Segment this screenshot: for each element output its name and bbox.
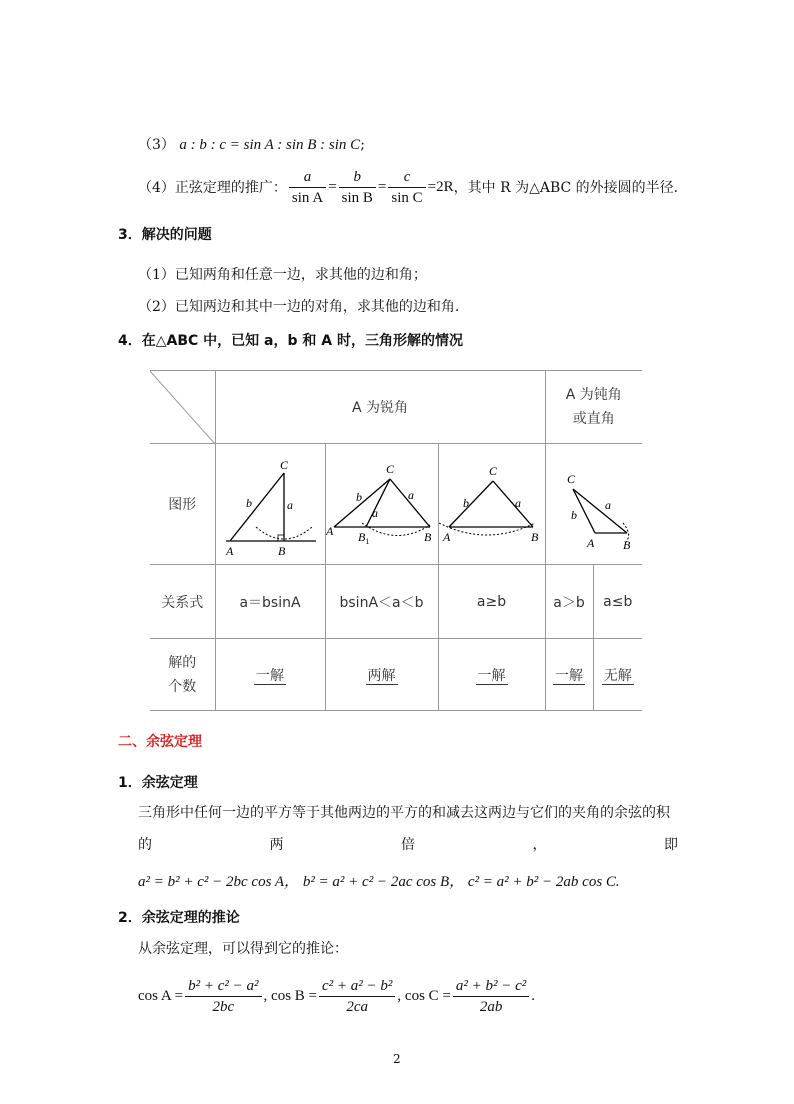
law-c: c² = a² + b² − 2ab cos C.	[467, 874, 620, 890]
fraction-c-sinC	[388, 167, 425, 208]
figure-cell-3	[438, 444, 545, 565]
relation-row-label: 关系式	[150, 565, 215, 639]
triangle-right-figure	[216, 447, 324, 557]
page-number: 2	[393, 1052, 401, 1066]
relation-cell-3: a≥b	[438, 565, 545, 639]
section-3-item-2: （2）已知两边和其中一边的对角，求其他的边和角.	[138, 299, 460, 315]
label-a-inner: a	[371, 506, 378, 520]
punct: ;	[360, 137, 365, 153]
label-a-outer: a	[407, 488, 414, 502]
section-3-heading: 3．解决的问题	[118, 227, 212, 243]
label-C: C	[566, 472, 575, 486]
cosB-fraction	[319, 976, 395, 1017]
relation-cell-2: bsinA＜a＜b	[325, 565, 438, 639]
label-B: B	[423, 530, 431, 544]
word: 的	[138, 837, 152, 853]
relation-cell-1: a＝bsinA	[215, 565, 325, 639]
acute-header: A 为锐角	[215, 371, 545, 444]
cosine-section-heading: 二、余弦定理	[118, 734, 202, 750]
triangle-one-solution-figure	[439, 447, 545, 557]
theorem-item-4: （4）正弦定理的推广： $\frac{a}{\text{sin A}}$ = $\frac{b}{\text{sin B}}$ = $\frac{c}{\text{sin C}}$ =2R ，其中 R 为△ABC 的外接圆的半径.	[138, 168, 679, 206]
cosine-corollary-heading: 2．余弦定理的推论	[118, 910, 240, 926]
fraction-b-sinB	[339, 167, 376, 208]
cosC-lhs: , cos C =	[397, 987, 451, 1004]
cosine-law-formulas	[138, 870, 620, 891]
label-C: C	[488, 464, 497, 478]
numerator: a² + b² − c²	[453, 976, 529, 997]
relation-cell-4: a＞b	[545, 565, 593, 639]
denominator: sin C	[391, 189, 423, 206]
numerator: b	[339, 167, 376, 188]
count-row-label	[150, 639, 215, 711]
label-A: A	[586, 536, 595, 550]
triangle-two-solutions-figure	[326, 447, 438, 557]
count-cell-4	[545, 639, 593, 711]
numerator: a	[289, 167, 326, 188]
count-cell-1	[215, 639, 325, 711]
solution-cases-table	[150, 370, 642, 711]
obtuse-header-line1: A 为钝角	[565, 387, 622, 403]
numerator: c² + a² − b²	[319, 976, 395, 997]
diagonal-header-cell	[150, 371, 215, 444]
cosine-corollary-text: 从余弦定理，可以得到它的推论：	[138, 941, 348, 957]
count-cell-3	[438, 639, 545, 711]
relation-cell-5: a≤b	[593, 565, 642, 639]
label-A: A	[325, 524, 333, 538]
count-label-line1: 解的	[168, 654, 197, 671]
label-b: b	[462, 496, 469, 510]
cosC-fraction	[453, 976, 529, 1017]
cosine-law-heading: 1．余弦定理	[118, 775, 198, 791]
cosB-lhs: , cos B =	[263, 987, 318, 1004]
count-value: 一解	[477, 667, 506, 684]
triangle-obtuse-figure	[549, 447, 639, 557]
label-B: B	[278, 544, 286, 557]
count-value: 一解	[256, 667, 284, 684]
denominator: 2ca	[346, 998, 369, 1015]
label-A: A	[442, 530, 450, 544]
label-a: a	[604, 498, 611, 512]
label-b: b	[570, 508, 577, 522]
label-a: a	[287, 498, 293, 512]
label-B: B	[622, 538, 631, 552]
count-value: 无解	[603, 667, 632, 684]
count-cell-5	[593, 639, 642, 711]
law-a: a² = b² + c² − 2bc cos A，	[138, 874, 300, 890]
ratio-formula: a : b : c = sin A : sin B : sin C	[179, 137, 361, 153]
label-B1: $B_1$	[357, 530, 369, 546]
cosine-law-text-2	[138, 834, 678, 854]
cosine-law-text-1: 三角形中任何一边的平方等于其他两边的平方的和减去这两边与它们的夹角的余弦的积	[138, 805, 670, 821]
cosA-lhs: cos A =	[138, 987, 184, 1004]
label-b: b	[246, 496, 252, 510]
equals-2R: =2R	[427, 178, 454, 195]
numerator: c	[388, 167, 425, 188]
label-C: C	[280, 458, 289, 472]
figure-cell-4	[545, 444, 642, 565]
label-b: b	[355, 490, 362, 504]
item-label: （4）正弦定理的推广：	[138, 180, 287, 196]
theorem-item-3	[138, 134, 365, 154]
cosA-fraction	[185, 976, 261, 1017]
fraction-a-sinA	[289, 167, 326, 208]
diagonal-line	[150, 371, 215, 444]
numerator: b² + c² − a²	[185, 976, 261, 997]
denominator: sin A	[291, 189, 324, 206]
denominator: 2bc	[212, 998, 235, 1015]
obtuse-header	[545, 371, 642, 444]
label-A: A	[226, 544, 234, 557]
label-C: C	[385, 462, 394, 476]
word: ，	[532, 837, 547, 853]
section-3-item-1: （1）已知两角和任意一边，求其他的边和角；	[138, 267, 427, 283]
count-cell-2	[325, 639, 438, 711]
denominator: 2ab	[479, 998, 503, 1015]
count-label-line2: 个数	[168, 678, 197, 695]
figure-cell-1	[215, 444, 325, 565]
item-label: （3）	[138, 137, 175, 153]
count-value: 两解	[367, 667, 396, 684]
label-a: a	[514, 496, 521, 510]
item-tail: ，其中 R 为△ABC 的外接圆的半径.	[453, 180, 679, 196]
word: 倍	[401, 837, 415, 853]
law-b: b² = a² + c² − 2ac cos B，	[302, 874, 465, 890]
label-B: B	[530, 530, 538, 544]
end-punct: .	[531, 987, 536, 1004]
word: 两	[269, 837, 284, 853]
obtuse-header-line2: 或直角	[572, 411, 615, 427]
section-4-heading: 4．在△ABC 中，已知 a，b 和 A 时，三角形解的情况	[118, 333, 463, 349]
denominator: sin B	[341, 189, 373, 206]
figure-cell-2	[325, 444, 438, 565]
figure-row-label: 图形	[150, 444, 215, 565]
word: 即	[664, 837, 678, 853]
cosine-corollary-formulas	[138, 970, 535, 1022]
count-value: 一解	[555, 667, 583, 684]
